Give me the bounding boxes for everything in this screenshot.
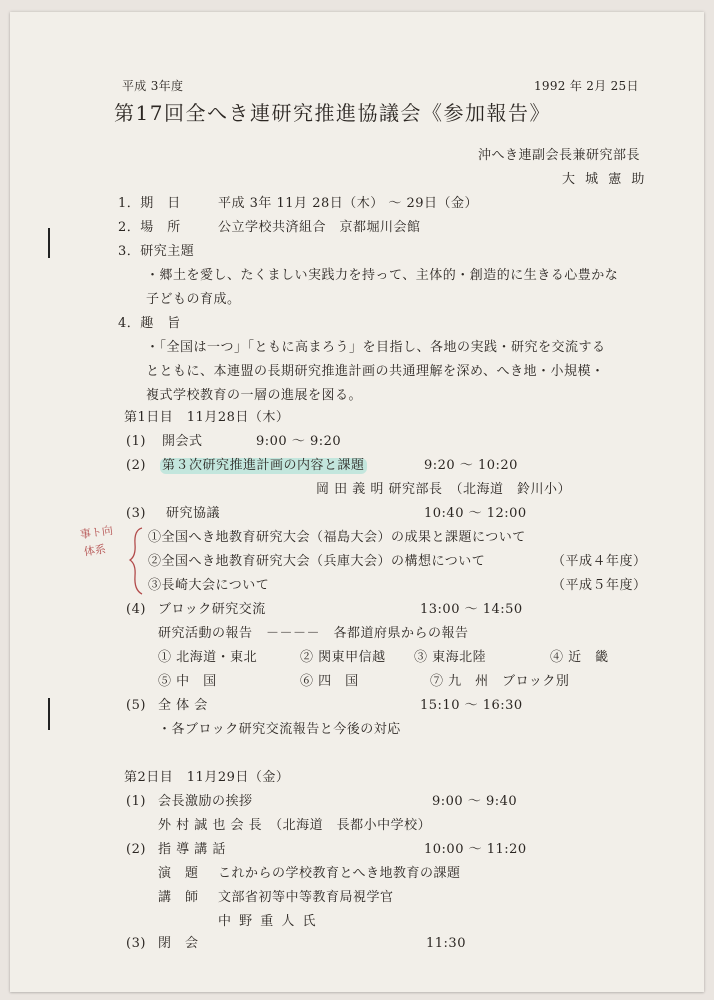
day1-s1-label: 開会式 xyxy=(162,434,203,449)
day1-s3-point1: ①全国へき地教育研究大会（福島大会）の成果と課題について xyxy=(148,530,526,545)
fiscal-year: 平成 3年度 xyxy=(122,79,184,93)
item-venue-label: 2．場 所 xyxy=(118,220,181,235)
item-purpose-line2: とともに、本連盟の長期研究推進計画の共通理解を深め、へき地・小規模・ xyxy=(146,364,605,379)
item-date-value: 平成 3年 11月 28日（木） ～ 29日（金） xyxy=(218,196,479,211)
day2-s1-num: (1) xyxy=(126,794,146,809)
lecturer-label: 講 師 xyxy=(158,890,199,905)
day2-header: 第2日目 11月29日（金） xyxy=(124,770,290,785)
day1-s5-label: 全 体 会 xyxy=(158,698,208,713)
day2-s2-label: 指 導 講 話 xyxy=(158,842,226,857)
day1-s3-time: 10:40 ～ 12:00 xyxy=(424,506,527,521)
day1-s2-num: (2) xyxy=(126,458,146,473)
item-purpose-line3: 複式学校教育の一層の進展を図る。 xyxy=(146,388,363,403)
block-shikoku: ⑥ 四 国 xyxy=(300,674,359,689)
day2-s1-speaker: 外 村 誠 也 会 長 （北海道 長都小中学校） xyxy=(158,818,432,833)
day1-header: 第1日目 11月28日（木） xyxy=(124,410,290,425)
handwritten-note-line2: 体系 xyxy=(83,542,107,559)
day1-s1-time: 9:00 ～ 9:20 xyxy=(256,434,342,449)
day2-s3-num: (3) xyxy=(126,936,146,951)
day2-s2-num: (2) xyxy=(126,842,146,857)
block-chugoku: ⑤ 中 国 xyxy=(158,674,217,689)
day1-s3-point3: ③長崎大会について xyxy=(148,578,270,593)
day2-s2-time: 10:00 ～ 11:20 xyxy=(424,842,527,857)
day1-s5-num: (5) xyxy=(126,698,146,713)
day1-s3-num: (3) xyxy=(126,506,146,521)
report-date: 1992 年 2月 25日 xyxy=(534,79,639,93)
item-purpose-label: 4．趣 旨 xyxy=(118,316,181,331)
day2-s1-label: 会長激励の挨拶 xyxy=(158,794,253,809)
block-kanto: ② 関東甲信越 xyxy=(300,650,386,665)
block-hokkaido-tohoku: ① 北海道・東北 xyxy=(158,650,258,665)
day1-s4-num: (4) xyxy=(126,602,146,617)
lecture-topic: これからの学校教育とへき地教育の課題 xyxy=(218,866,461,881)
day1-s5-sub: ・各ブロック研究交流報告と今後の対応 xyxy=(158,722,401,737)
lecturer-org: 文部省初等中等教育局視学官 xyxy=(218,890,394,905)
handwritten-brace xyxy=(128,526,148,596)
lecturer-name: 中 野 重 人 氏 xyxy=(218,914,318,929)
day2-s1-time: 9:00 ～ 9:40 xyxy=(432,794,518,809)
day1-s4-label: ブロック研究交流 xyxy=(158,602,266,617)
handwritten-note-line1: 事ト向 xyxy=(79,523,114,542)
lecture-topic-label: 演 題 xyxy=(158,866,199,881)
block-kinki: ④ 近 畿 xyxy=(550,650,609,665)
day1-s5-time: 15:10 ～ 16:30 xyxy=(420,698,523,713)
day1-s4-time: 13:00 ～ 14:50 xyxy=(420,602,523,617)
day2-s3-label: 閉 会 xyxy=(158,936,199,951)
day1-s2-label: 第３次研究推進計画の内容と課題 xyxy=(162,458,365,473)
item-theme-line1: ・郷土を愛し、たくましい実践力を持って、主体的・創造的に生きる心豊かな xyxy=(146,268,619,283)
day1-s4-sub: 研究活動の報告 －－－－ 各都道府県からの報告 xyxy=(158,626,469,641)
day1-s3-point2: ②全国へき地教育研究大会（兵庫大会）の構想について xyxy=(148,554,486,569)
author-title: 沖へき連副会長兼研究部長 xyxy=(478,148,641,163)
item-purpose-line1: ・「全国は一つ」「ともに高まろう」を目指し、各地の実践・研究を交流する xyxy=(146,340,606,355)
margin-mark-bottom xyxy=(48,698,50,730)
margin-mark-top xyxy=(48,228,50,258)
block-kyushu: ⑦ 九 州 ブロック別 xyxy=(430,674,570,689)
day2-s3-time: 11:30 xyxy=(426,936,466,951)
day1-s3-label: 研究協議 xyxy=(166,506,221,521)
day1-s2-time: 9:20 ～ 10:20 xyxy=(424,458,518,473)
document-title: 第17回全へき連研究推進協議会《参加報告》 xyxy=(114,101,551,125)
item-venue-value: 公立学校共済組合 京都堀川会館 xyxy=(218,220,421,235)
block-tokai-hokuriku: ③ 東海北陸 xyxy=(414,650,487,665)
author-name: 大 城 憲 助 xyxy=(562,172,648,187)
day1-s2-presenter: 岡 田 義 明 研究部長 （北海道 鈴川小） xyxy=(316,482,572,497)
day1-s1-num: (1) xyxy=(126,434,146,449)
item-theme-line2: 子どもの育成。 xyxy=(146,292,241,307)
item-theme-label: 3．研究主題 xyxy=(118,244,195,259)
day1-s3-point2-note: （平成４年度） xyxy=(552,554,647,569)
day1-s3-point3-note: （平成５年度） xyxy=(552,578,647,593)
item-date-label: 1．期 日 xyxy=(118,196,181,211)
